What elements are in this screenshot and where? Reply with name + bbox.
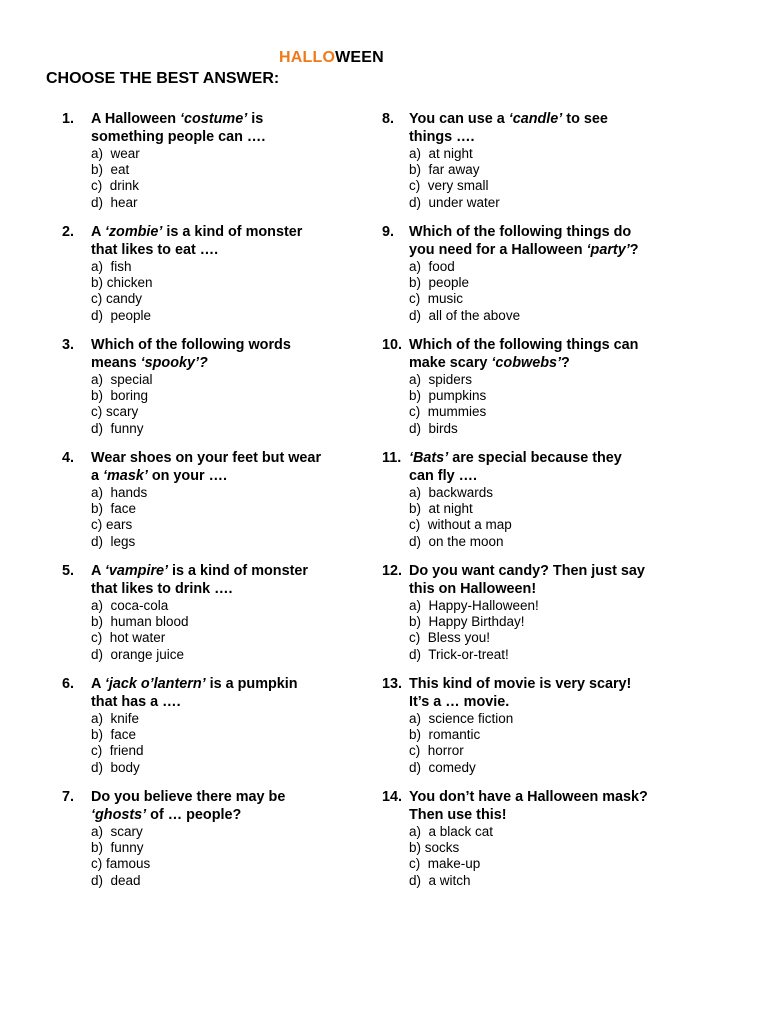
question-number: 9. xyxy=(382,224,395,240)
answer-option: a) scary xyxy=(91,824,143,839)
page-title xyxy=(279,49,384,67)
question-item xyxy=(374,788,664,901)
question-text-part: is a kind of monster that likes to drink …. xyxy=(91,563,308,597)
question-text xyxy=(409,336,664,372)
answer-options xyxy=(91,824,352,889)
title-highlight: HALLO xyxy=(279,49,336,66)
question-text-part: Wear shoes on your feet but wear a xyxy=(91,450,322,484)
answer-options xyxy=(409,485,664,550)
answer-option: b) human blood xyxy=(91,614,189,630)
question-text-part: to see things …. xyxy=(409,111,608,145)
question-number: 8. xyxy=(382,111,395,127)
answer-option: b) chicken xyxy=(91,275,153,291)
question-item xyxy=(374,110,664,223)
question-text xyxy=(409,223,664,259)
question-item xyxy=(374,449,664,562)
question-item xyxy=(62,449,352,562)
question-keyword: ‘mask’ xyxy=(103,468,148,484)
answer-option: b) face xyxy=(91,727,137,743)
answer-option: b) eat xyxy=(91,162,130,178)
answer-option: b) funny xyxy=(91,840,144,856)
question-number: 3. xyxy=(62,337,75,353)
answer-option: a) at night xyxy=(409,146,473,161)
answer-options xyxy=(91,259,352,324)
question-keyword: ‘zombie’ xyxy=(104,224,163,240)
answer-option: d) under water xyxy=(409,194,500,210)
question-number: 1. xyxy=(62,111,75,127)
question-number: 10. xyxy=(382,337,403,353)
answer-option: d) a witch xyxy=(409,872,471,888)
answer-option: b) face xyxy=(91,501,137,517)
question-item xyxy=(374,223,664,336)
question-keyword: ‘jack o’lantern’ xyxy=(104,676,206,692)
answer-options xyxy=(409,372,664,437)
question-text xyxy=(91,110,352,146)
answer-option: b) romantic xyxy=(409,727,481,743)
question-text xyxy=(91,788,352,824)
question-number: 13. xyxy=(382,676,403,692)
answer-option: a) special xyxy=(91,372,153,387)
question-text-part: of … people? xyxy=(146,807,242,823)
answer-option: b) socks xyxy=(409,840,460,856)
answer-options xyxy=(409,711,664,776)
answer-options xyxy=(409,598,664,663)
question-text xyxy=(91,562,352,598)
question-keyword: ‘spooky’? xyxy=(140,355,208,371)
answer-option: b) pumpkins xyxy=(409,388,487,404)
answer-option: c) mummies xyxy=(409,404,487,420)
answer-option: c) horror xyxy=(409,743,464,759)
question-item xyxy=(62,675,352,788)
question-keyword: ‘candle’ xyxy=(508,111,563,127)
answer-option: d) Trick-or-treat! xyxy=(409,646,509,662)
answer-option: b) at night xyxy=(409,501,473,517)
answer-options xyxy=(91,711,352,776)
answer-options xyxy=(91,485,352,550)
answer-options xyxy=(409,824,664,889)
answer-option: c) famous xyxy=(91,856,151,872)
answer-option: a) Happy-Halloween! xyxy=(409,598,539,613)
question-number: 2. xyxy=(62,224,75,240)
question-text xyxy=(409,562,664,598)
answer-option: c) scary xyxy=(91,404,139,420)
question-text xyxy=(409,449,664,485)
question-keyword: ‘costume’ xyxy=(180,111,248,127)
question-text-part: Do you believe there may be xyxy=(91,789,286,805)
title-rest: WEEN xyxy=(335,49,384,66)
question-text-part: A Halloween xyxy=(91,111,181,127)
question-text-part: A xyxy=(91,224,105,240)
answer-option: a) backwards xyxy=(409,485,494,500)
question-item xyxy=(62,336,352,449)
answer-option: d) hear xyxy=(91,194,138,210)
questions-right-column xyxy=(374,110,664,901)
question-item xyxy=(62,562,352,675)
answer-option: d) funny xyxy=(91,420,144,436)
answer-option: d) orange juice xyxy=(91,646,185,662)
answer-option: b) far away xyxy=(409,162,480,178)
question-keyword: ‘party’ xyxy=(586,242,630,258)
question-text-part: on your …. xyxy=(147,468,227,484)
answer-option: a) science fiction xyxy=(409,711,514,726)
answer-options xyxy=(409,146,664,211)
answer-options xyxy=(91,146,352,211)
answer-option: c) music xyxy=(409,291,463,307)
answer-option: d) all of the above xyxy=(409,307,521,323)
answer-option: c) ears xyxy=(91,517,133,533)
question-text-part: are special because they can fly …. xyxy=(409,450,622,484)
answer-option: c) make-up xyxy=(409,856,481,872)
answer-option: c) Bless you! xyxy=(409,630,491,646)
questions-left-column xyxy=(62,110,352,901)
answer-options xyxy=(91,598,352,663)
question-text-part: Which of the following words means xyxy=(91,337,291,371)
question-text-part: Which of the following things can make scary xyxy=(409,337,639,371)
answer-option: d) people xyxy=(91,307,152,323)
answer-option: a) a black cat xyxy=(409,824,494,839)
question-text-part: is something people can …. xyxy=(91,111,266,145)
question-text xyxy=(91,449,352,485)
question-number: 14. xyxy=(382,789,403,805)
question-item xyxy=(62,223,352,336)
answer-option: c) hot water xyxy=(91,630,166,646)
answer-option: d) on the moon xyxy=(409,533,504,549)
answer-option: c) friend xyxy=(91,743,144,759)
question-text-part: is a pumpkin that has a …. xyxy=(91,676,298,710)
question-text-part: This kind of movie is very scary! It’s a … movie. xyxy=(409,676,632,710)
answer-option: a) hands xyxy=(91,485,148,500)
question-keyword: ‘vampire’ xyxy=(104,563,169,579)
answer-option: c) without a map xyxy=(409,517,512,533)
answer-option: a) coca-cola xyxy=(91,598,169,613)
question-number: 7. xyxy=(62,789,75,805)
answer-option: a) spiders xyxy=(409,372,473,387)
answer-option: c) drink xyxy=(91,178,140,194)
question-item xyxy=(374,562,664,675)
answer-option: c) candy xyxy=(91,291,143,307)
question-item xyxy=(374,675,664,788)
question-text xyxy=(409,788,664,824)
question-text-part: Do you want candy? Then just say this on Halloween! xyxy=(409,563,645,597)
question-item xyxy=(62,788,352,901)
answer-option: d) legs xyxy=(91,533,136,549)
question-text xyxy=(91,675,352,711)
question-number: 4. xyxy=(62,450,75,466)
instructions-heading: CHOOSE THE BEST ANSWER: xyxy=(46,70,280,87)
answer-option: d) dead xyxy=(91,872,141,888)
question-text-part: ? xyxy=(561,355,570,371)
question-item xyxy=(62,110,352,223)
answer-option: c) very small xyxy=(409,178,489,194)
question-text-part: ? xyxy=(629,242,639,258)
question-number: 12. xyxy=(382,563,403,579)
question-keyword: ‘cobwebs’ xyxy=(491,355,561,371)
question-number: 6. xyxy=(62,676,75,692)
question-text-part: You can use a xyxy=(409,111,509,127)
answer-option: a) wear xyxy=(91,146,140,161)
question-text xyxy=(409,675,664,711)
question-keyword: ‘ghosts’ xyxy=(91,807,147,823)
question-number: 5. xyxy=(62,563,75,579)
question-item xyxy=(374,336,664,449)
question-keyword: ‘Bats’ xyxy=(409,450,449,466)
answer-option: b) people xyxy=(409,275,470,291)
question-text-part: Which of the following things do you need for a Halloween xyxy=(409,224,632,258)
question-text-part: A xyxy=(91,563,105,579)
answer-option: d) birds xyxy=(409,420,458,436)
question-text-part: A xyxy=(91,676,105,692)
answer-option: b) boring xyxy=(91,388,149,404)
question-text xyxy=(409,110,664,146)
answer-option: d) body xyxy=(91,759,140,775)
answer-option: a) food xyxy=(409,259,455,274)
answer-option: d) comedy xyxy=(409,759,476,775)
question-text-part: is a kind of monster that likes to eat …. xyxy=(91,224,303,258)
answer-option: b) Happy Birthday! xyxy=(409,614,525,630)
answer-options xyxy=(409,259,664,324)
answer-options xyxy=(91,372,352,437)
question-text-part: You don’t have a Halloween mask? Then use this! xyxy=(409,789,648,823)
question-number: 11. xyxy=(382,450,402,466)
answer-option: a) fish xyxy=(91,259,132,274)
question-text xyxy=(91,336,352,372)
question-text xyxy=(91,223,352,259)
answer-option: a) knife xyxy=(91,711,140,726)
